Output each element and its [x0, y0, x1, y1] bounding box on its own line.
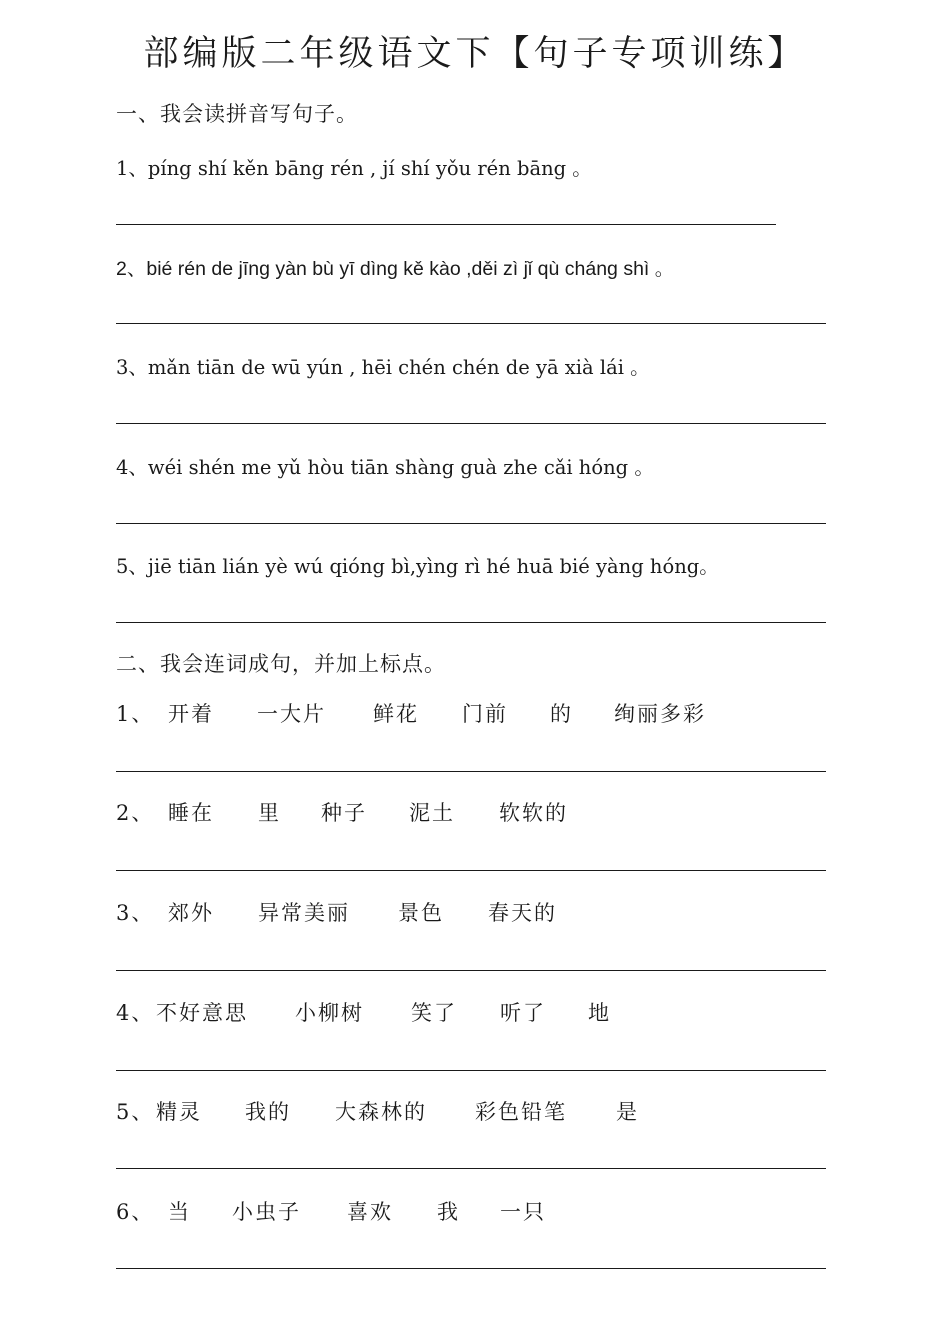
section-2-heading: 二、我会连词成句，并加上标点。 [116, 652, 446, 676]
pinyin-item-5: 5、jiē tiān lián yè wú qióng bì,yìng rì hé huā bié yàng hóng。 [116, 555, 719, 578]
item-number: 5、 [116, 1100, 155, 1124]
word: 我的 [245, 1100, 291, 1124]
word: 听了 [500, 1001, 546, 1025]
word: 精灵 [156, 1100, 202, 1124]
item-number: 4、 [116, 1001, 155, 1025]
pinyin-item-3: 3、mǎn tiān de wū yún , hēi chén chén de yā xià lái 。 [116, 356, 650, 379]
answer-line-9[interactable] [116, 1070, 826, 1071]
word: 当 [168, 1200, 191, 1224]
word: 一大片 [257, 702, 326, 726]
answer-line-11[interactable] [116, 1268, 826, 1269]
section-1-heading: 一、我会读拼音写句子。 [116, 102, 358, 126]
word-item-4 [116, 997, 611, 1027]
word: 彩色铅笔 [475, 1100, 567, 1124]
word: 一只 [500, 1200, 546, 1224]
word: 小虫子 [232, 1200, 301, 1224]
answer-line-4[interactable] [116, 523, 826, 524]
pinyin-item-2: 2、bié rén de jīng yàn bù yī dìng kě kào ,děi zì jǐ qù cháng shì 。 [116, 258, 675, 280]
word: 睡在 [168, 801, 214, 825]
word: 郊外 [168, 901, 214, 925]
word-item-1 [116, 698, 706, 728]
item-number: 1、 [116, 702, 155, 726]
page-title: 部编版二年级语文下【句子专项训练】 [143, 34, 807, 74]
word: 里 [258, 801, 281, 825]
word: 大森林的 [335, 1100, 427, 1124]
word: 的 [550, 702, 573, 726]
word: 景色 [398, 901, 444, 925]
word: 门前 [462, 702, 508, 726]
answer-line-1[interactable] [116, 224, 776, 225]
item-number: 2、 [116, 801, 155, 825]
answer-line-10[interactable] [116, 1168, 826, 1169]
word-item-6 [116, 1196, 546, 1226]
answer-line-8[interactable] [116, 970, 826, 971]
answer-line-3[interactable] [116, 423, 826, 424]
word: 地 [588, 1001, 611, 1025]
word: 开着 [168, 702, 214, 726]
word: 是 [616, 1100, 639, 1124]
word: 种子 [321, 801, 367, 825]
word: 小柳树 [295, 1001, 364, 1025]
word: 鲜花 [373, 702, 419, 726]
pinyin-item-1: 1、píng shí kěn bāng rén , jí shí yǒu rén bāng 。 [116, 157, 592, 180]
pinyin-item-4: 4、wéi shén me yǔ hòu tiān shàng guà zhe cǎi hóng 。 [116, 456, 654, 479]
word: 泥土 [409, 801, 455, 825]
word: 软软的 [499, 801, 568, 825]
answer-line-6[interactable] [116, 771, 826, 772]
word: 春天的 [488, 901, 557, 925]
word: 笑了 [411, 1001, 457, 1025]
word: 异常美丽 [258, 901, 350, 925]
word-item-5 [116, 1096, 639, 1126]
word: 绚丽多彩 [614, 702, 706, 726]
word: 不好意思 [156, 1001, 248, 1025]
answer-line-2[interactable] [116, 323, 826, 324]
word-item-3 [116, 897, 557, 927]
word: 喜欢 [347, 1200, 393, 1224]
item-number: 6、 [116, 1200, 155, 1224]
word-item-2 [116, 797, 568, 827]
item-number: 3、 [116, 901, 155, 925]
answer-line-7[interactable] [116, 870, 826, 871]
answer-line-5[interactable] [116, 622, 826, 623]
word: 我 [437, 1200, 460, 1224]
